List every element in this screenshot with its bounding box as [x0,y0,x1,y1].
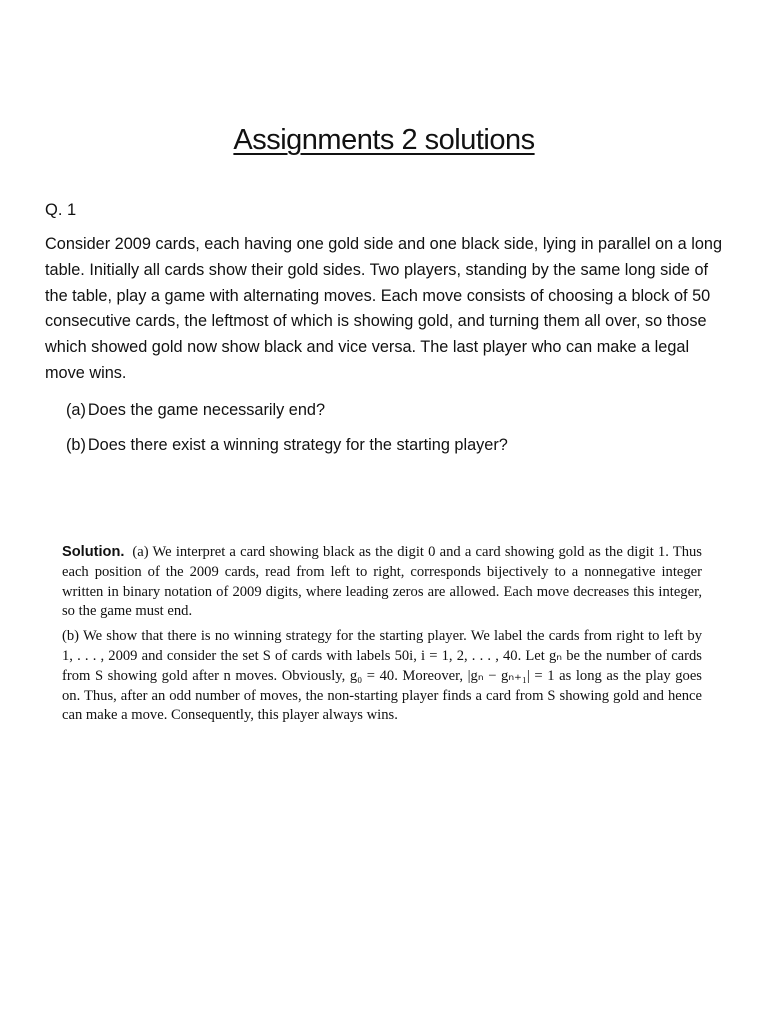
sub-question-list [66,398,726,468]
sub-question-text: Does the game necessarily end? [87,401,326,419]
solution-heading: Solution. [62,544,125,560]
solution-block [62,543,702,731]
sub-question-text: Does there exist a winning strategy for the starting player? [87,436,508,454]
sub-question-b [66,433,726,458]
sub-question-a [66,398,726,423]
sub-question-marker: (a) [66,401,86,419]
question-text: Consider 2009 cards, each having one gold side and one black side, lying in parallel on a long table. Initially all cards show their gold sides. Two players, standing by the same long side of the table, play a game with alternating moves. Each move consists of choosing a block of 50 consecutive cards, the leftmost of which is showing gold, and turning them all over, so those which showed gold now show black and vice versa. The last player who can make a legal move wins. [45,235,723,382]
question-label: Q. 1 [45,201,77,219]
solution-part-a [62,543,702,622]
sub-question-marker: (b) [66,436,86,454]
page-title: Assignments 2 solutions [233,124,535,156]
solution-part-b: (b) We show that there is no winning strategy for the starting player. We label the cards from right to left by 1, . . . , 2009 and consider the set S of cards with labels 50i, i = 1, 2, . . . , 40. Let gₙ be the number of cards from S showing gold after n moves. Obviously, g₀ = 40. Moreover, |gₙ − gₙ₊₁| = 1 as long as the play goes on. Thus, after an odd number of moves, the non-starting player finds a card from S showing gold and hence can make a move. Consequently, this player always wins. [62,628,702,724]
solution-part-a-text: (a) We interpret a card showing black as the digit 0 and a card showing gold as the digit 1. Thus each position of the 2009 cards, read from left to right, corresponds bijectively to a nonnegative integer written in binary notation of 2009 digits, where leading zeros are allowed. Each move decreases this integer, so the game must end. [62,544,702,620]
